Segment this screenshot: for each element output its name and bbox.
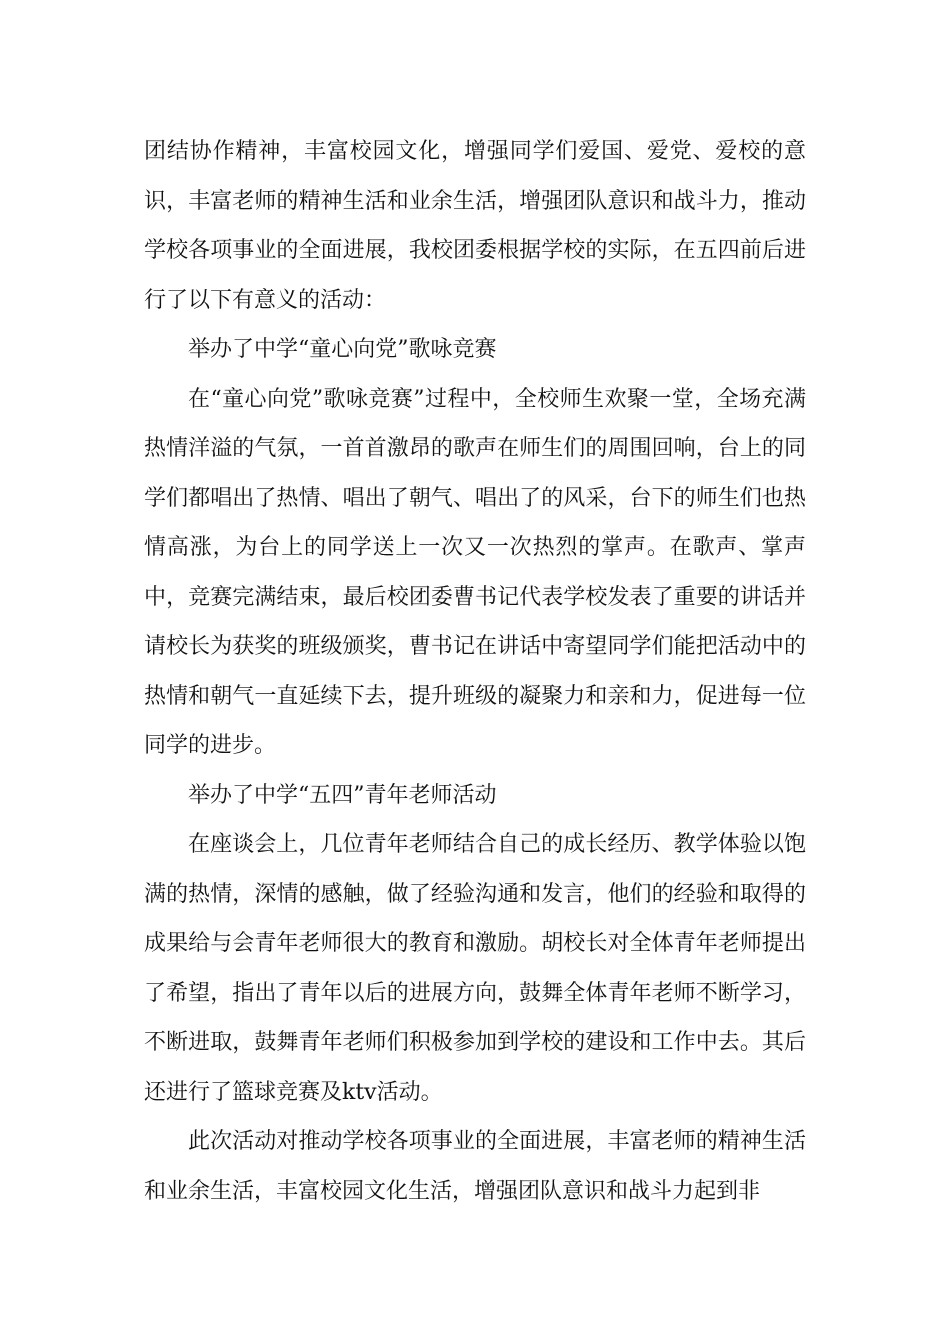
paragraph-youth-teachers: 在座谈会上，几位青年老师结合自己的成长经历、教学体验以饱满的热情，深情的感触，做了经验沟通和发言，他们的经验和取得的成果给与会青年老师很大的教育和激励。胡校长对全体青年老师提出了希望，指出了青年以后的进展方向，鼓舞全体青年老师不断学习，不断进取，鼓舞青年老师们积极参加到学校的建设和工作中去。其后还进行了篮球竞赛及ktv活动。	[144, 832, 806, 1105]
heading-singing-contest: 举办了中学“童心向党”歌咏竞赛	[188, 337, 497, 362]
paragraph-summary: 此次活动对推动学校各项事业的全面进展，丰富老师的精神生活和业余生活，丰富校园文化生活，增强团队意识和战斗力起到非	[144, 1129, 806, 1204]
document-body	[144, 127, 806, 1216]
paragraph-intro: 团结协作精神，丰富校园文化，增强同学们爱国、爱党、爱校的意识，丰富老师的精神生活和业余生活，增强团队意识和战斗力，推动学校各项事业的全面进展，我校团委根据学校的实际，在五四前后进行了以下有意义的活动：	[144, 139, 806, 313]
paragraph-singing-contest: 在“童心向党”歌咏竞赛”过程中，全校师生欢聚一堂，全场充满热情洋溢的气氛，一首首激昂的歌声在师生们的周围回响，台上的同学们都唱出了热情、唱出了朝气、唱出了的风采，台下的师生们也热情高涨，为台上的同学送上一次又一次热烈的掌声。在歌声、掌声中，竞赛完满结束，最后校团委曹书记代表学校发表了重要的讲话并请校长为获奖的班级颁奖，曹书记在讲话中寄望同学们能把活动中的热情和朝气一直延续下去，提升班级的凝聚力和亲和力，促进每一位同学的进步。	[144, 386, 806, 758]
heading-youth-teachers: 举办了中学“五四”青年老师活动	[188, 782, 497, 808]
